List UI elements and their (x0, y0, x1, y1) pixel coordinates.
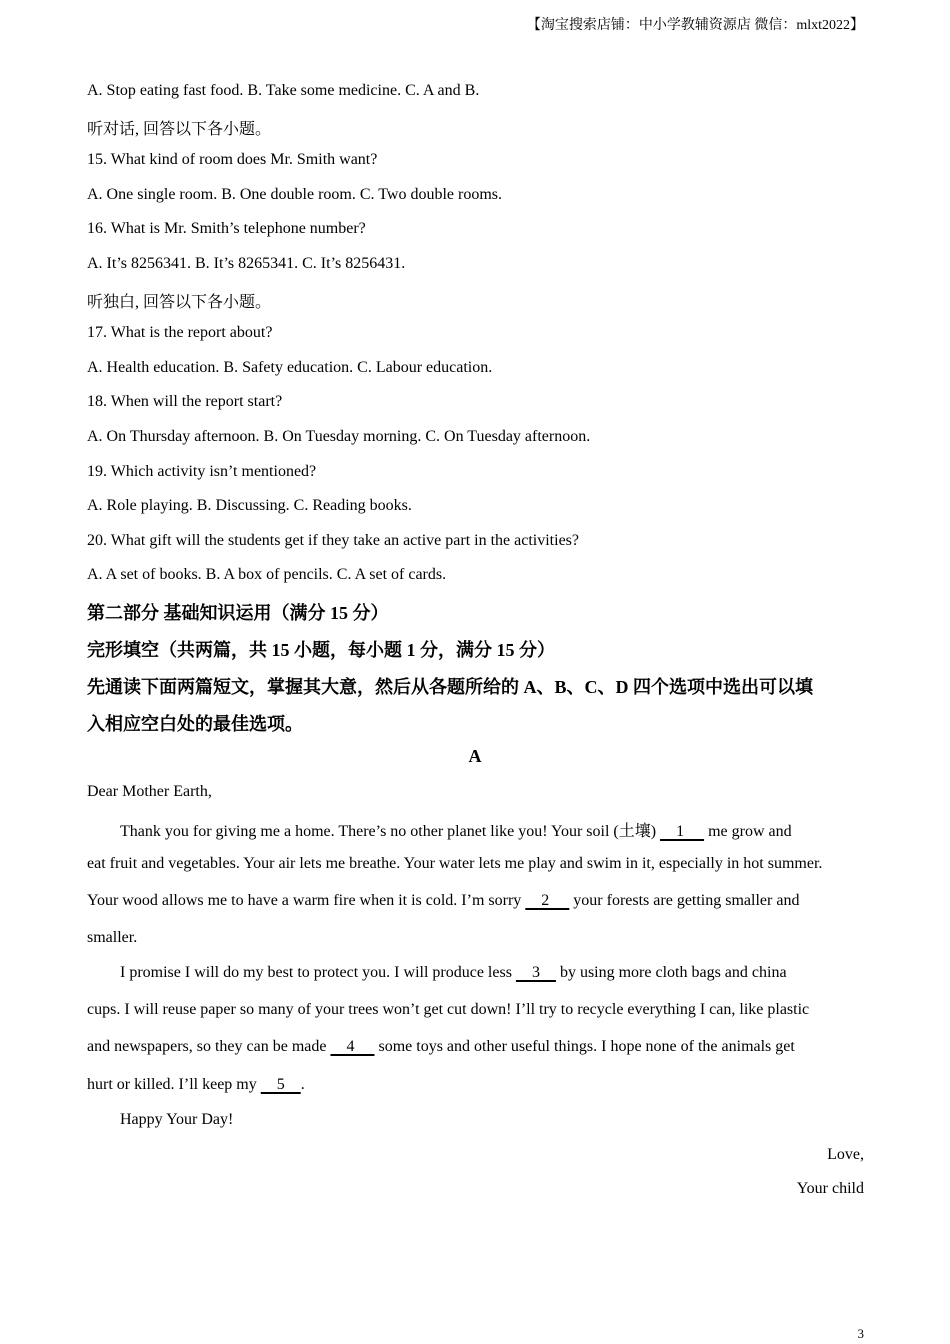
letter-greeting: Dear Mother Earth, (87, 783, 212, 800)
answer-options-14: A. Stop eating fast food. B. Take some medicine. C. A and B. (87, 82, 480, 99)
answer-options-19: A. Role playing. B. Discussing. C. Reading books. (87, 497, 412, 514)
letter-paragraph-2-line-3: and newspapers, so they can be made 4 some toys and other useful things. I hope none of the animals get (87, 1038, 795, 1055)
blank-4: 4 (330, 1038, 375, 1055)
letter-closing-line: Happy Your Day! (120, 1111, 234, 1128)
letter-signoff: Love, (827, 1146, 864, 1163)
question-20: 20. What gift will the students get if they take an active part in the activities? (87, 532, 579, 549)
dialogue-instruction: 听对话, 回答以下各小题。 (87, 121, 272, 138)
blank-3: 3 (515, 964, 556, 981)
section-instruction-line1: 先通读下面两篇短文，掌握其大意，然后从各题所给的 A、B、C、D 四个选项中选出可以填 (87, 677, 813, 697)
blank-5: 5 (260, 1076, 301, 1093)
letter-paragraph-1-line-3: Your wood allows me to have a warm fire when it is cold. I’m sorry 2 your forests are getting smaller and (87, 892, 800, 909)
blank-1: 1 (660, 823, 705, 840)
letter-signature: Your child (796, 1180, 864, 1197)
letter-paragraph-1-line-2: eat fruit and vegetables. Your air lets me breathe. Your water lets me play and swim in it, especially in hot summer. (87, 855, 823, 872)
letter-paragraph-1-line-4: smaller. (87, 929, 138, 946)
question-15: 15. What kind of room does Mr. Smith want? (87, 151, 378, 168)
answer-options-15: A. One single room. B. One double room. C. Two double rooms. (87, 186, 502, 203)
monologue-instruction: 听独白, 回答以下各小题。 (87, 294, 272, 311)
answer-options-17: A. Health education. B. Safety education. C. Labour education. (87, 359, 493, 376)
answer-options-20: A. A set of books. B. A box of pencils. C. A set of cards. (87, 566, 447, 583)
question-17: 17. What is the report about? (87, 324, 273, 341)
section-instruction-line2: 入相应空白处的最佳选项。 (87, 714, 303, 734)
section-subtitle: 完形填空（共两篇，共 15 小题，每小题 1 分，满分 15 分） (87, 640, 555, 660)
letter-paragraph-2-line-2: cups. I will reuse paper so many of your trees won’t get cut down! I’ll try to recycle everything I can, like plastic (87, 1001, 810, 1018)
letter-paragraph-2-line-4: hurt or killed. I’ll keep my 5 . (87, 1076, 305, 1093)
page-header: 【淘宝搜索店铺：中小学教辅资源店 微信：mlxt2022】 (526, 18, 864, 33)
question-16: 16. What is Mr. Smith’s telephone number? (87, 220, 366, 237)
letter-paragraph-1-line-1: Thank you for giving me a home. There’s no other planet like you! Your soil (土壤) 1 me grow and (120, 823, 792, 840)
letter-paragraph-2-line-1: I promise I will do my best to protect you. I will produce less 3 by using more cloth bags and china (120, 964, 787, 981)
blank-2: 2 (525, 892, 570, 909)
passage-label: A (468, 746, 482, 766)
question-18: 18. When will the report start? (87, 393, 283, 410)
question-19: 19. Which activity isn’t mentioned? (87, 463, 317, 480)
answer-options-16: A. It’s 8256341. B. It’s 8265341. C. It’s 8256431. (87, 255, 406, 272)
section-title: 第二部分 基础知识运用（满分 15 分） (87, 603, 389, 623)
page-number: 3 (857, 1326, 864, 1341)
answer-options-18: A. On Thursday afternoon. B. On Tuesday morning. C. On Tuesday afternoon. (87, 428, 591, 445)
